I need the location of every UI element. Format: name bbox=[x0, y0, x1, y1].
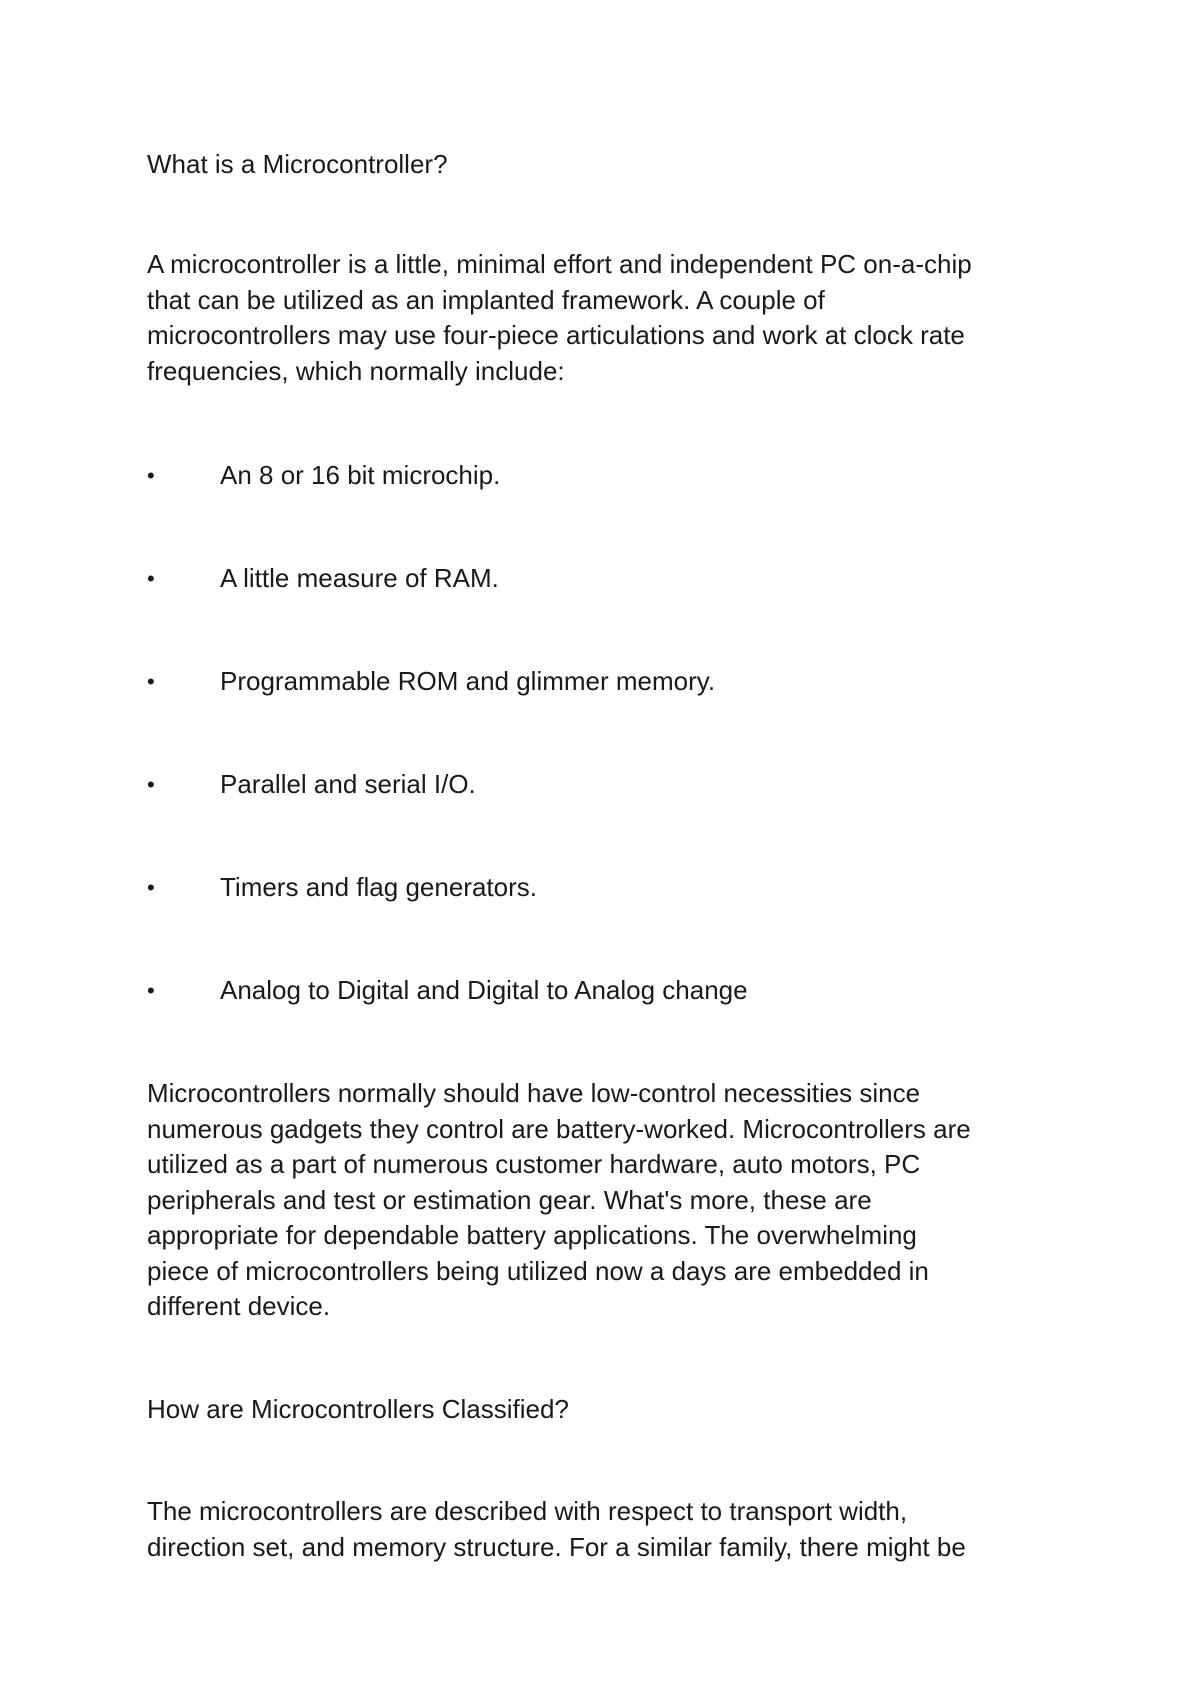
bullet-icon: • bbox=[147, 772, 155, 797]
body-line: Microcontrollers normally should have low-control necessities since bbox=[147, 1078, 921, 1108]
bullet-icon: • bbox=[147, 978, 155, 1003]
list-item-text: Parallel and serial I/O. bbox=[220, 769, 476, 799]
bullet-icon: • bbox=[147, 875, 155, 900]
heading-what-is-microcontroller: What is a Microcontroller? bbox=[147, 149, 448, 179]
list-item bbox=[147, 561, 1077, 597]
bullet-icon: • bbox=[147, 669, 155, 694]
list-item bbox=[147, 973, 1077, 1009]
list-item bbox=[147, 870, 1077, 906]
list-item-text: A little measure of RAM. bbox=[220, 563, 499, 593]
list-item bbox=[147, 664, 1077, 700]
intro-line: microcontrollers may use four-piece articulations and work at clock rate bbox=[147, 320, 965, 350]
list-item bbox=[147, 458, 1077, 494]
intro-line: that can be utilized as an implanted framework. A couple of bbox=[147, 284, 825, 315]
body-paragraph bbox=[147, 1076, 971, 1325]
closing-line: The microcontrollers are described with respect to transport width, bbox=[147, 1496, 908, 1526]
list-item bbox=[147, 767, 1077, 803]
body-line: appropriate for dependable battery applications. The overwhelming bbox=[147, 1220, 917, 1250]
body-line: numerous gadgets they control are battery-worked. Microcontrollers are bbox=[147, 1113, 971, 1144]
body-line: piece of microcontrollers being utilized now a days are embedded in bbox=[147, 1255, 929, 1286]
body-line: peripherals and test or estimation gear. What's more, these are bbox=[147, 1184, 872, 1215]
closing-line: direction set, and memory structure. For a similar family, there might be bbox=[147, 1531, 966, 1562]
list-item-text: An 8 or 16 bit microchip. bbox=[220, 460, 501, 490]
intro-paragraph bbox=[147, 247, 972, 389]
bullet-icon: • bbox=[147, 566, 155, 591]
list-item-text: Timers and flag generators. bbox=[220, 872, 537, 902]
closing-paragraph bbox=[147, 1494, 966, 1565]
list-item-text: Programmable ROM and glimmer memory. bbox=[220, 666, 716, 696]
bullet-icon: • bbox=[147, 463, 155, 488]
heading-classification: How are Microcontrollers Classified? bbox=[147, 1394, 569, 1424]
list-item-text: Analog to Digital and Digital to Analog change bbox=[220, 975, 748, 1005]
intro-line: frequencies, which normally include: bbox=[147, 355, 565, 386]
intro-line: A microcontroller is a little, minimal effort and independent PC on-a-chip bbox=[147, 249, 972, 279]
body-line: different device. bbox=[147, 1291, 331, 1321]
body-line: utilized as a part of numerous customer hardware, auto motors, PC bbox=[147, 1149, 921, 1179]
